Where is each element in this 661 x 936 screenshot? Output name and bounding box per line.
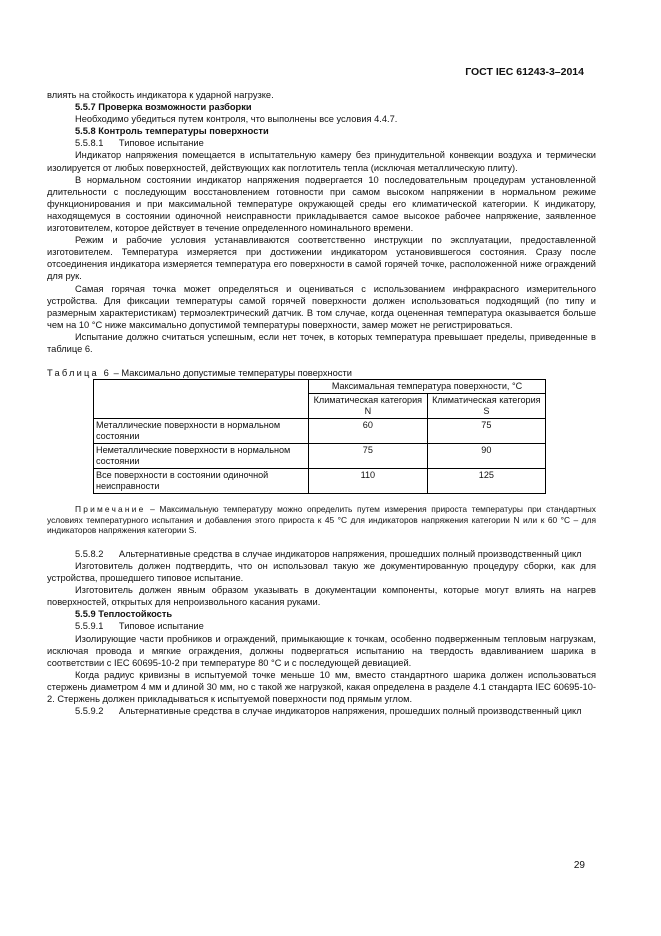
note-label: Примечание bbox=[75, 504, 146, 515]
paragraph: влиять на стойкость индикатора к ударной нагрузке. bbox=[47, 90, 274, 100]
table-row bbox=[94, 419, 546, 444]
table-row bbox=[94, 469, 546, 494]
table-row bbox=[94, 444, 546, 469]
table-corner-cell bbox=[94, 380, 309, 419]
table-header-category-n: Климатическая категория N bbox=[309, 394, 428, 419]
table-note bbox=[47, 504, 596, 536]
document-header: ГОСТ IEC 61243-3–2014 bbox=[465, 66, 584, 78]
table-header-category-s: Климатическая категория S bbox=[427, 394, 545, 419]
row-label: Все поверхности в состоянии одиночной неисправности bbox=[94, 469, 309, 494]
subsection-heading: 5.5.8.1 Типовое испытание bbox=[75, 138, 204, 149]
value-s: 90 bbox=[427, 444, 545, 469]
value-n: 60 bbox=[309, 419, 428, 444]
subsection-heading: 5.5.9.2 Альтернативные средства в случае индикаторов напряжения, прошедших полный производственный цикл bbox=[75, 706, 582, 717]
temperature-table bbox=[93, 379, 546, 494]
section-heading-5-5-7: 5.5.7 Проверка возможности разборки bbox=[75, 102, 252, 113]
paragraph: Когда радиус кривизны в испытуемой точке меньше 10 мм, вместо стандартного шарика должен использоваться стержень диаметром 4 мм и длиной 30 мм, но с такой же нагрузкой, какая определена в разделе 4.1 стандарта IEC 60695-10-2. Стержень должен прикладываться к испытуемой поверхности под прямым углом. bbox=[47, 669, 596, 704]
note-text: – Максимальную температуру можно определить путем измерения прироста температуры при стандартных условиях температурного испытания и добавления этого прироста к 45 °С для индикаторов напряжения категории N или к 60 °С – для индикаторов напряжения категории S. bbox=[47, 504, 596, 536]
page-number: 29 bbox=[573, 860, 585, 871]
table-caption-text: – Максимально допустимые температуры поверхности bbox=[111, 368, 352, 379]
subsection-heading: 5.5.9.1 Типовое испытание bbox=[75, 621, 204, 632]
document-body bbox=[47, 89, 596, 717]
paragraph: Изолирующие части пробников и ограждений, примыкающие к точкам, особенно подверженным тепловым нагрузкам, исключая провода и мягкие ограждения, должны подвергаться испытанию на твердость вдавливанием шарика в соответствии с IEC 60695-10-2 при температуре 80 °С и с последующей девиацией. bbox=[47, 633, 596, 668]
section-heading-5-5-9: 5.5.9 Теплостойкость bbox=[75, 609, 173, 620]
paragraph: В нормальном состоянии индикатор напряжения подвергается 10 последовательным процедурам установленной длительности с последующим восстановлением готовности при самом высоком напряжении в нормальном режиме функционирования и при максимальной температуре окружающей среды его климатической категории. К индикатору, находящемуся в состоянии одиночной неисправности прикладывается самое высокое рабочее напряжение, заявленное изготовителем, которое действует в течение определенного номинального времени. bbox=[47, 174, 596, 234]
row-label: Неметаллические поверхности в нормальном состоянии bbox=[94, 444, 309, 469]
row-label: Металлические поверхности в нормальном состоянии bbox=[94, 419, 309, 444]
paragraph: Изготовитель должен подтвердить, что он использовал такую же документированную процедуру сборки, как для устройства, прошедшего типовое испытание. bbox=[47, 560, 596, 584]
paragraph: Самая горячая точка может определяться и оцениваться с использованием инфракрасного измерительного устройства. Для фиксации температуры самой горячей поверхности должен использоваться подходящий (по типу и размерным характеристикам) термоэлектрический датчик. В том случае, когда оцененная температура оказывается больше чем на 10 °С ниже максимально допустимой температуры поверхности, замер может не регистрироваться. bbox=[47, 283, 596, 330]
table-header-main: Максимальная температура поверхности, °С bbox=[309, 380, 546, 394]
paragraph: Необходимо убедиться путем контроля, что выполнены все условия 4.4.7. bbox=[75, 114, 398, 125]
paragraph: Испытание должно считаться успешным, если нет точек, в которых температура превышает пределы, приведенные в таблице 6. bbox=[47, 331, 596, 354]
subsection-heading: 5.5.8.2 Альтернативные средства в случае индикаторов напряжения, прошедших полный производственный цикл bbox=[75, 548, 582, 559]
section-heading-5-5-8: 5.5.8 Контроль температуры поверхности bbox=[75, 126, 269, 137]
value-n: 75 bbox=[309, 444, 428, 469]
paragraph: Режим и рабочие условия устанавливаются соответственно инструкции по эксплуатации, предоставленной изготовителем. Температура измеряется при достижении индикатором установившегося состояния. Сразу после отсоединения индикатора измеряется температура его поверхности в самой горячей точке, расположенной ниже ограждений для рук. bbox=[47, 235, 596, 282]
value-s: 125 bbox=[427, 469, 545, 494]
value-n: 110 bbox=[309, 469, 428, 494]
table-caption bbox=[47, 367, 596, 379]
paragraph: Изготовитель должен явным образом указывать в документации компоненты, которые могут влиять на нагрев поверхностей, открытых для непроизвольного касания руками. bbox=[47, 585, 596, 608]
paragraph: Индикатор напряжения помещается в испытательную камеру без принудительной конвекции воздуха и термически изолируется от любых поверхностей, действующих как поглотитель тепла (исключая металлическую плиту). bbox=[47, 150, 596, 173]
table-caption-label: Таблица 6 bbox=[47, 368, 112, 379]
value-s: 75 bbox=[427, 419, 545, 444]
